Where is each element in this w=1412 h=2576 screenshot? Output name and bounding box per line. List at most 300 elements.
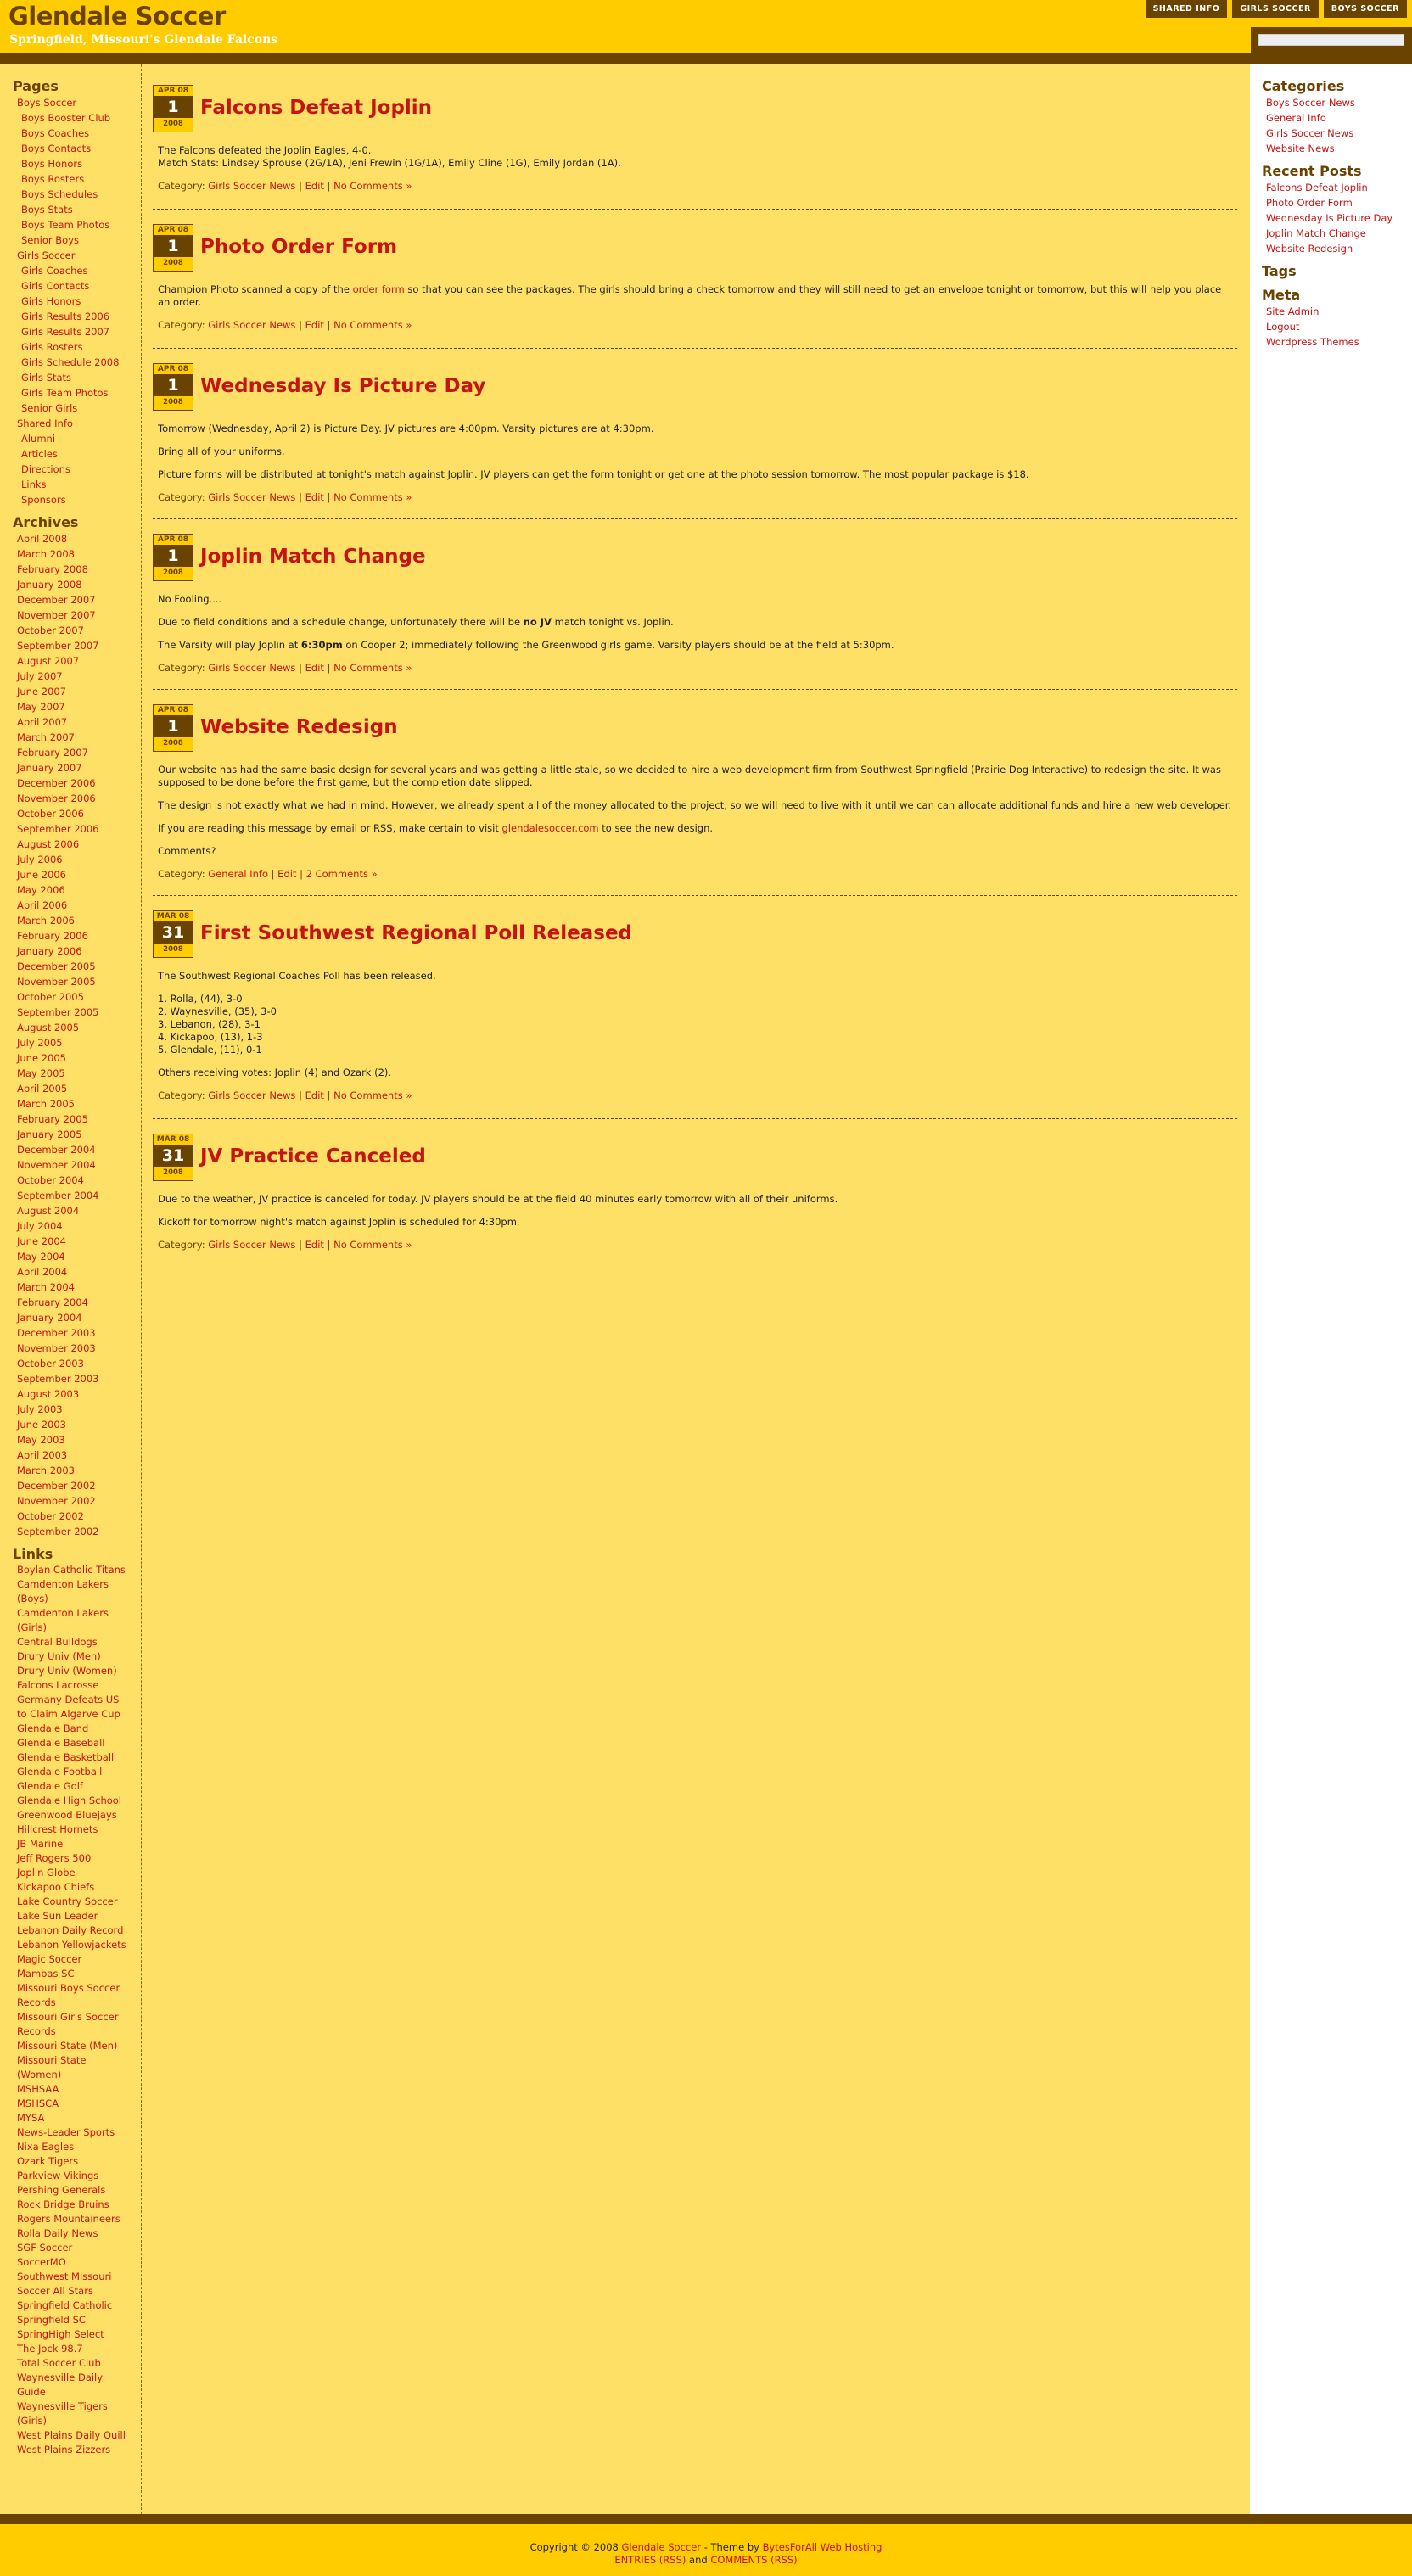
external-link-nixa-eagles[interactable] (0, 2140, 127, 2154)
external-link-glendale-football[interactable] (0, 1765, 127, 1779)
archive-link-november-2006-label[interactable]: November 2006 (17, 792, 96, 804)
meta-link-logout-label[interactable]: Logout (1266, 321, 1300, 333)
archive-link-may-2003-label[interactable]: May 2003 (17, 1434, 65, 1446)
footer-entries-rss[interactable]: ENTRIES (RSS) (614, 2554, 686, 2566)
archive-link-june-2003[interactable] (0, 1417, 141, 1432)
archive-link-december-2003-label[interactable]: December 2003 (17, 1327, 96, 1339)
external-link-mshsca[interactable] (0, 2097, 127, 2111)
external-link-ozark-tigers[interactable] (0, 2154, 127, 2169)
archive-link-may-2007-label[interactable]: May 2007 (17, 701, 65, 713)
meta-link-site-admin[interactable] (1250, 304, 1412, 319)
archive-link-november-2007-label[interactable]: November 2007 (17, 609, 96, 621)
post-title[interactable]: Photo Order Form (200, 236, 398, 258)
page-link-alumni-label[interactable]: Alumni (21, 433, 56, 445)
external-link-lebanon-daily-record-label[interactable]: Lebanon Daily Record (17, 1924, 124, 1936)
post-edit-link[interactable]: Edit (305, 1239, 324, 1251)
post-edit-link[interactable]: Edit (305, 491, 324, 503)
archive-link-july-2004-label[interactable]: July 2004 (17, 1220, 63, 1232)
archive-link-march-2005-label[interactable]: March 2005 (17, 1098, 75, 1110)
page-link-boys-contacts-label[interactable]: Boys Contacts (21, 143, 92, 154)
archive-link-march-2005[interactable] (0, 1096, 141, 1112)
nav-boys-soccer[interactable]: BOYS SOCCER (1324, 0, 1407, 18)
post-edit-link[interactable]: Edit (277, 868, 297, 880)
archive-link-october-2004-label[interactable]: October 2004 (17, 1174, 84, 1186)
archive-link-january-2007-label[interactable]: January 2007 (17, 762, 82, 774)
archive-link-august-2004[interactable] (0, 1203, 141, 1218)
archive-link-july-2003-label[interactable]: July 2003 (17, 1403, 63, 1415)
external-link-falcons-lacrosse[interactable] (0, 1678, 127, 1693)
post-comments-link[interactable]: No Comments » (333, 491, 412, 503)
archive-link-april-2008-label[interactable]: April 2008 (17, 533, 68, 545)
page-link-boys-coaches[interactable] (0, 126, 141, 141)
external-link-waynesville-daily-guide-label[interactable]: Waynesville Daily Guide (17, 2372, 104, 2398)
archive-link-june-2006[interactable] (0, 867, 141, 882)
archive-link-october-2005-label[interactable]: October 2005 (17, 991, 84, 1003)
external-link-rock-bridge-bruins[interactable] (0, 2198, 127, 2212)
page-link-boys-honors[interactable] (0, 156, 141, 171)
external-link-drury-univ-men[interactable] (0, 1649, 127, 1664)
archive-link-december-2002[interactable] (0, 1478, 141, 1493)
archive-link-october-2007[interactable] (0, 623, 141, 638)
archive-link-may-2006-label[interactable]: May 2006 (17, 884, 65, 896)
archive-link-november-2002-label[interactable]: November 2002 (17, 1495, 96, 1507)
archive-link-october-2005[interactable] (0, 989, 141, 1005)
nav-shared-info[interactable]: SHARED INFO (1146, 0, 1228, 18)
external-link-kickapoo-chiefs[interactable] (0, 1880, 127, 1895)
page-link-girls-honors-label[interactable]: Girls Honors (21, 295, 81, 307)
archive-link-april-2005[interactable] (0, 1081, 141, 1096)
archive-link-march-2004[interactable] (0, 1280, 141, 1295)
recent-post-link-photo-order-form-label[interactable]: Photo Order Form (1266, 197, 1353, 209)
page-link-girls-team-photos-label[interactable]: Girls Team Photos (21, 387, 109, 399)
page-link-sponsors[interactable] (0, 492, 141, 507)
archive-link-july-2005-label[interactable]: July 2005 (17, 1037, 63, 1049)
external-link-mysa[interactable] (0, 2111, 127, 2125)
external-link-parkview-vikings-label[interactable]: Parkview Vikings (17, 2170, 99, 2181)
page-link-links[interactable] (0, 477, 141, 492)
post-title[interactable]: Joplin Match Change (200, 546, 426, 568)
external-link-lebanon-daily-record[interactable] (0, 1924, 127, 1938)
external-link-lebanon-yellowjackets[interactable] (0, 1938, 127, 1952)
page-link-girls-team-photos[interactable] (0, 385, 141, 400)
archive-link-october-2002[interactable] (0, 1509, 141, 1524)
archive-link-january-2006[interactable] (0, 944, 141, 959)
archive-link-february-2004-label[interactable]: February 2004 (17, 1296, 88, 1308)
external-link-glendale-band-label[interactable]: Glendale Band (17, 1722, 89, 1734)
external-link-sgf-soccer-label[interactable]: SGF Soccer (17, 2242, 73, 2254)
external-link-joplin-globe-label[interactable]: Joplin Globe (17, 1867, 76, 1879)
recent-post-link-website-redesign[interactable] (1250, 241, 1412, 256)
archive-link-september-2007-label[interactable]: September 2007 (17, 640, 99, 652)
external-link-lake-sun-leader[interactable] (0, 1909, 127, 1924)
archive-link-september-2005-label[interactable]: September 2005 (17, 1006, 99, 1018)
external-link-news-leader-sports-label[interactable]: News-Leader Sports (17, 2126, 115, 2138)
external-link-missouri-boys-soccer-records-label[interactable]: Missouri Boys Soccer Records (17, 1982, 120, 2008)
category-link-general-info-label[interactable]: General Info (1266, 112, 1326, 124)
page-link-senior-girls[interactable] (0, 400, 141, 416)
archive-link-november-2003[interactable] (0, 1341, 141, 1356)
post-title[interactable]: Website Redesign (200, 716, 398, 738)
page-link-girls-rosters[interactable] (0, 339, 141, 355)
external-link-lake-country-soccer[interactable] (0, 1895, 127, 1909)
footer-comments-rss[interactable]: COMMENTS (RSS) (710, 2554, 798, 2566)
page-link-directions-label[interactable]: Directions (21, 463, 70, 475)
meta-link-wordpress-themes-label[interactable]: Wordpress Themes (1266, 336, 1359, 348)
page-link-boys-team-photos[interactable] (0, 217, 141, 232)
external-link-springfield-sc[interactable] (0, 2313, 127, 2327)
external-link-news-leader-sports[interactable] (0, 2125, 127, 2140)
post-comments-link[interactable]: No Comments » (333, 1089, 412, 1101)
recent-post-link-falcons-defeat-joplin-label[interactable]: Falcons Defeat Joplin (1266, 182, 1368, 193)
archive-link-april-2007[interactable] (0, 714, 141, 730)
external-link-mysa-label[interactable]: MYSA (17, 2112, 45, 2124)
page-link-boys-schedules[interactable] (0, 187, 141, 202)
post-edit-link[interactable]: Edit (305, 1089, 324, 1101)
page-link-boys-booster-club[interactable] (0, 110, 141, 126)
site-title[interactable]: Glendale Soccer (8, 2, 226, 31)
external-link-jeff-rogers-500[interactable] (0, 1851, 127, 1866)
external-link-the-jock-98-7-label[interactable]: The Jock 98.7 (17, 2343, 83, 2355)
post-category-link[interactable]: General Info (208, 868, 268, 880)
archive-link-january-2008[interactable] (0, 577, 141, 592)
archive-link-january-2004-label[interactable]: January 2004 (17, 1312, 82, 1324)
post-comments-link[interactable]: No Comments » (333, 662, 412, 674)
archive-link-april-2006-label[interactable]: April 2006 (17, 899, 68, 911)
page-link-sponsors-label[interactable]: Sponsors (21, 494, 66, 506)
external-link-mshsaa[interactable] (0, 2082, 127, 2097)
archive-link-february-2006[interactable] (0, 928, 141, 944)
archive-link-september-2004[interactable] (0, 1188, 141, 1203)
archive-link-march-2004-label[interactable]: March 2004 (17, 1281, 75, 1293)
external-link-mambas-sc-label[interactable]: Mambas SC (17, 1968, 75, 1980)
post-comments-link[interactable]: No Comments » (333, 319, 412, 331)
recent-post-link-website-redesign-label[interactable]: Website Redesign (1266, 243, 1353, 255)
external-link-glendale-basketball[interactable] (0, 1750, 127, 1765)
archive-link-february-2008-label[interactable]: February 2008 (17, 563, 88, 575)
external-link-central-bulldogs[interactable] (0, 1635, 127, 1649)
post-edit-link[interactable]: Edit (305, 180, 324, 192)
page-link-girls-stats[interactable] (0, 370, 141, 385)
archive-link-october-2004[interactable] (0, 1173, 141, 1188)
external-link-parkview-vikings[interactable] (0, 2169, 127, 2183)
external-link-west-plains-zizzers-label[interactable]: West Plains Zizzers (17, 2444, 111, 2456)
external-link-camdenton-lakers-boys[interactable] (0, 1577, 127, 1606)
external-link-boylan-catholic-titans[interactable] (0, 1563, 127, 1577)
page-link-boys-soccer-label[interactable]: Boys Soccer (17, 97, 77, 109)
recent-post-link-wednesday-is-picture-day[interactable] (1250, 210, 1412, 226)
post-category-link[interactable]: Girls Soccer News (208, 319, 296, 331)
external-link-mshsaa-label[interactable]: MSHSAA (17, 2083, 59, 2095)
external-link-germany-defeats-us-to-claim-algarve-cup[interactable] (0, 1693, 127, 1722)
archive-link-august-2004-label[interactable]: August 2004 (17, 1205, 80, 1217)
page-link-boys-rosters-label[interactable]: Boys Rosters (21, 173, 85, 185)
external-link-springhigh-select[interactable] (0, 2327, 127, 2342)
archive-link-november-2007[interactable] (0, 608, 141, 623)
category-link-website-news-label[interactable]: Website News (1266, 143, 1335, 154)
archive-link-january-2007[interactable] (0, 760, 141, 776)
external-link-drury-univ-women-label[interactable]: Drury Univ (Women) (17, 1665, 117, 1677)
archive-link-august-2006[interactable] (0, 837, 141, 852)
archive-link-september-2003[interactable] (0, 1371, 141, 1386)
external-link-missouri-girls-soccer-records-label[interactable]: Missouri Girls Soccer Records (17, 2011, 119, 2037)
page-link-directions[interactable] (0, 462, 141, 477)
archive-link-may-2004-label[interactable]: May 2004 (17, 1251, 65, 1263)
archive-link-may-2007[interactable] (0, 699, 141, 714)
post-comments-link[interactable]: No Comments » (333, 1239, 412, 1251)
external-link-camdenton-lakers-girls[interactable] (0, 1606, 127, 1635)
page-link-boys-honors-label[interactable]: Boys Honors (21, 158, 83, 170)
external-link-lebanon-yellowjackets-label[interactable]: Lebanon Yellowjackets (17, 1939, 126, 1951)
page-link-girls-soccer-label[interactable]: Girls Soccer (17, 249, 76, 261)
external-link-pershing-generals-label[interactable]: Pershing Generals (17, 2184, 106, 2196)
external-link-soccermo[interactable] (0, 2255, 127, 2270)
archive-link-june-2005-label[interactable]: June 2005 (17, 1052, 66, 1064)
page-link-boys-contacts[interactable] (0, 141, 141, 156)
post-title[interactable]: JV Practice Canceled (200, 1145, 426, 1168)
external-link-jeff-rogers-500-label[interactable]: Jeff Rogers 500 (17, 1852, 92, 1864)
archive-link-june-2004[interactable] (0, 1234, 141, 1249)
archive-link-november-2005[interactable] (0, 974, 141, 989)
archive-link-november-2006[interactable] (0, 791, 141, 806)
page-link-girls-schedule-2008[interactable] (0, 355, 141, 370)
post-category-link[interactable]: Girls Soccer News (208, 180, 296, 192)
post-title[interactable]: Falcons Defeat Joplin (200, 97, 433, 119)
external-link-southwest-missouri-soccer-all-stars[interactable] (0, 2270, 127, 2299)
archive-link-september-2005[interactable] (0, 1005, 141, 1020)
archive-link-may-2005-label[interactable]: May 2005 (17, 1067, 65, 1079)
page-link-girls-results-2006-label[interactable]: Girls Results 2006 (21, 311, 110, 322)
archive-link-june-2007-label[interactable]: June 2007 (17, 686, 66, 697)
post-title[interactable]: First Southwest Regional Poll Released (200, 922, 633, 944)
external-link-missouri-state-women[interactable] (0, 2053, 127, 2082)
archive-link-july-2006-label[interactable]: July 2006 (17, 854, 63, 865)
post-edit-link[interactable]: Edit (305, 319, 324, 331)
footer-site-link[interactable]: Glendale Soccer (621, 2541, 702, 2553)
archive-link-november-2005-label[interactable]: November 2005 (17, 976, 96, 988)
external-link-soccermo-label[interactable]: SoccerMO (17, 2256, 66, 2268)
archive-link-december-2005-label[interactable]: December 2005 (17, 960, 96, 972)
external-link-drury-univ-men-label[interactable]: Drury Univ (Men) (17, 1650, 101, 1662)
external-link-central-bulldogs-label[interactable]: Central Bulldogs (17, 1636, 98, 1648)
external-link-mambas-sc[interactable] (0, 1967, 127, 1981)
archive-link-april-2008[interactable] (0, 531, 141, 546)
archive-link-june-2006-label[interactable]: June 2006 (17, 869, 66, 881)
page-link-girls-contacts[interactable] (0, 278, 141, 294)
external-link-glendale-high-school[interactable] (0, 1794, 127, 1808)
page-link-boys-booster-club-label[interactable]: Boys Booster Club (21, 112, 111, 124)
category-link-website-news[interactable] (1250, 141, 1412, 156)
external-link-glendale-baseball[interactable] (0, 1736, 127, 1750)
archive-link-december-2007[interactable] (0, 592, 141, 608)
post-edit-link[interactable]: Edit (305, 662, 324, 674)
archive-link-february-2004[interactable] (0, 1295, 141, 1310)
archive-link-march-2007-label[interactable]: March 2007 (17, 731, 75, 743)
external-link-rock-bridge-bruins-label[interactable]: Rock Bridge Bruins (17, 2198, 109, 2210)
archive-link-december-2005[interactable] (0, 959, 141, 974)
archive-link-july-2006[interactable] (0, 852, 141, 867)
archive-link-september-2006[interactable] (0, 821, 141, 837)
external-link-west-plains-daily-quill[interactable] (0, 2428, 127, 2443)
external-link-mshsca-label[interactable]: MSHSCA (17, 2097, 59, 2109)
post-category-link[interactable]: Girls Soccer News (208, 1239, 296, 1251)
external-link-glendale-band[interactable] (0, 1722, 127, 1736)
archive-link-march-2003[interactable] (0, 1463, 141, 1478)
external-link-waynesville-daily-guide[interactable] (0, 2371, 127, 2400)
page-link-girls-schedule-2008-label[interactable]: Girls Schedule 2008 (21, 356, 120, 368)
archive-link-march-2008-label[interactable]: March 2008 (17, 548, 75, 560)
archive-link-may-2003[interactable] (0, 1432, 141, 1448)
external-link-rolla-daily-news[interactable] (0, 2226, 127, 2241)
page-link-girls-coaches-label[interactable]: Girls Coaches (21, 265, 88, 277)
external-link-total-soccer-club-label[interactable]: Total Soccer Club (17, 2357, 101, 2369)
post-category-link[interactable]: Girls Soccer News (208, 491, 296, 503)
archive-link-october-2003-label[interactable]: October 2003 (17, 1358, 84, 1369)
archive-link-november-2003-label[interactable]: November 2003 (17, 1342, 96, 1354)
footer-theme-link[interactable]: BytesForAll Web Hosting (762, 2541, 882, 2553)
archive-link-february-2005-label[interactable]: February 2005 (17, 1113, 88, 1125)
archive-link-november-2004[interactable] (0, 1157, 141, 1173)
external-link-pershing-generals[interactable] (0, 2183, 127, 2198)
archive-link-december-2006-label[interactable]: December 2006 (17, 777, 96, 789)
archive-link-august-2005-label[interactable]: August 2005 (17, 1022, 80, 1033)
archive-link-february-2006-label[interactable]: February 2006 (17, 930, 88, 942)
external-link-glendale-football-label[interactable]: Glendale Football (17, 1766, 103, 1778)
recent-post-link-photo-order-form[interactable] (1250, 195, 1412, 210)
page-link-boys-soccer[interactable] (0, 95, 141, 110)
archive-link-november-2002[interactable] (0, 1493, 141, 1509)
external-link-jb-marine-label[interactable]: JB Marine (17, 1838, 64, 1850)
page-link-senior-boys[interactable] (0, 232, 141, 248)
post-comments-link[interactable]: No Comments » (333, 180, 412, 192)
archive-link-june-2007[interactable] (0, 684, 141, 699)
external-link-hillcrest-hornets[interactable] (0, 1823, 127, 1837)
external-link-camdenton-lakers-boys-label[interactable]: Camdenton Lakers (Boys) (17, 1578, 109, 1604)
page-link-articles[interactable] (0, 446, 141, 462)
page-link-boys-team-photos-label[interactable]: Boys Team Photos (21, 219, 110, 231)
inline-link[interactable]: order form (352, 283, 405, 295)
archive-link-july-2004[interactable] (0, 1218, 141, 1234)
external-link-west-plains-daily-quill-label[interactable]: West Plains Daily Quill (17, 2429, 126, 2441)
external-link-falcons-lacrosse-label[interactable]: Falcons Lacrosse (17, 1679, 99, 1691)
archive-link-june-2004-label[interactable]: June 2004 (17, 1235, 66, 1247)
external-link-missouri-boys-soccer-records[interactable] (0, 1981, 127, 2010)
archive-link-july-2007-label[interactable]: July 2007 (17, 670, 63, 682)
page-link-girls-results-2007[interactable] (0, 324, 141, 339)
external-link-waynesville-tigers-girls-label[interactable]: Waynesville Tigers (Girls) (17, 2400, 108, 2427)
archive-link-june-2005[interactable] (0, 1050, 141, 1066)
archive-link-december-2004[interactable] (0, 1142, 141, 1157)
archive-link-may-2005[interactable] (0, 1066, 141, 1081)
archive-link-july-2007[interactable] (0, 669, 141, 684)
recent-post-link-joplin-match-change-label[interactable]: Joplin Match Change (1266, 227, 1366, 239)
archive-link-april-2004-label[interactable]: April 2004 (17, 1266, 68, 1278)
external-link-lake-sun-leader-label[interactable]: Lake Sun Leader (17, 1910, 98, 1922)
external-link-boylan-catholic-titans-label[interactable]: Boylan Catholic Titans (17, 1564, 126, 1576)
external-link-greenwood-bluejays-label[interactable]: Greenwood Bluejays (17, 1809, 117, 1821)
archive-link-february-2005[interactable] (0, 1112, 141, 1127)
archive-link-june-2003-label[interactable]: June 2003 (17, 1419, 66, 1431)
archive-link-november-2004-label[interactable]: November 2004 (17, 1159, 96, 1171)
archive-link-october-2006[interactable] (0, 806, 141, 821)
archive-link-april-2003[interactable] (0, 1448, 141, 1463)
archive-link-april-2007-label[interactable]: April 2007 (17, 716, 68, 728)
archive-link-october-2003[interactable] (0, 1356, 141, 1371)
external-link-springfield-sc-label[interactable]: Springfield SC (17, 2314, 86, 2326)
page-link-boys-rosters[interactable] (0, 171, 141, 187)
external-link-missouri-state-women-label[interactable]: Missouri State (Women) (17, 2054, 87, 2080)
external-link-ozark-tigers-label[interactable]: Ozark Tigers (17, 2155, 79, 2167)
page-link-girls-results-2007-label[interactable]: Girls Results 2007 (21, 326, 110, 338)
external-link-total-soccer-club[interactable] (0, 2356, 127, 2371)
external-link-drury-univ-women[interactable] (0, 1664, 127, 1678)
archive-link-march-2006[interactable] (0, 913, 141, 928)
recent-post-link-joplin-match-change[interactable] (1250, 226, 1412, 241)
external-link-glendale-baseball-label[interactable]: Glendale Baseball (17, 1737, 105, 1749)
archive-link-february-2007-label[interactable]: February 2007 (17, 747, 88, 759)
post-category-link[interactable]: Girls Soccer News (208, 1089, 296, 1101)
recent-post-link-wednesday-is-picture-day-label[interactable]: Wednesday Is Picture Day (1266, 212, 1393, 224)
archive-link-december-2003[interactable] (0, 1325, 141, 1341)
page-link-senior-boys-label[interactable]: Senior Boys (21, 234, 80, 246)
archive-link-august-2003-label[interactable]: August 2003 (17, 1388, 80, 1400)
page-link-girls-results-2006[interactable] (0, 309, 141, 324)
external-link-lake-country-soccer-label[interactable]: Lake Country Soccer (17, 1896, 118, 1907)
external-link-magic-soccer[interactable] (0, 1952, 127, 1967)
archive-link-may-2004[interactable] (0, 1249, 141, 1264)
page-link-links-label[interactable]: Links (21, 479, 47, 490)
page-link-boys-stats-label[interactable]: Boys Stats (21, 204, 73, 216)
archive-link-august-2007-label[interactable]: August 2007 (17, 655, 80, 667)
external-link-the-jock-98-7[interactable] (0, 2342, 127, 2356)
archive-link-august-2003[interactable] (0, 1386, 141, 1402)
archive-link-january-2008-label[interactable]: January 2008 (17, 579, 82, 591)
archive-link-september-2006-label[interactable]: September 2006 (17, 823, 99, 835)
external-link-kickapoo-chiefs-label[interactable]: Kickapoo Chiefs (17, 1881, 95, 1893)
external-link-greenwood-bluejays[interactable] (0, 1808, 127, 1823)
recent-post-link-falcons-defeat-joplin[interactable] (1250, 180, 1412, 195)
external-link-rogers-mountaineers[interactable] (0, 2212, 127, 2226)
external-link-nixa-eagles-label[interactable]: Nixa Eagles (17, 2141, 75, 2153)
external-link-rolla-daily-news-label[interactable]: Rolla Daily News (17, 2227, 98, 2239)
archive-link-october-2006-label[interactable]: October 2006 (17, 808, 84, 820)
external-link-sgf-soccer[interactable] (0, 2241, 127, 2255)
archive-link-may-2006[interactable] (0, 882, 141, 898)
archive-link-april-2005-label[interactable]: April 2005 (17, 1083, 68, 1095)
external-link-jb-marine[interactable] (0, 1837, 127, 1851)
page-link-senior-girls-label[interactable]: Senior Girls (21, 402, 78, 414)
archive-link-january-2006-label[interactable]: January 2006 (17, 945, 82, 957)
external-link-glendale-golf-label[interactable]: Glendale Golf (17, 1780, 83, 1792)
archive-link-march-2003-label[interactable]: March 2003 (17, 1464, 75, 1476)
archive-link-july-2003[interactable] (0, 1402, 141, 1417)
page-link-articles-label[interactable]: Articles (21, 448, 58, 460)
archive-link-april-2004[interactable] (0, 1264, 141, 1280)
meta-link-site-admin-label[interactable]: Site Admin (1266, 305, 1320, 317)
archive-link-march-2008[interactable] (0, 546, 141, 562)
page-link-girls-contacts-label[interactable]: Girls Contacts (21, 280, 90, 292)
page-link-boys-stats[interactable] (0, 202, 141, 217)
category-link-girls-soccer-news-label[interactable]: Girls Soccer News (1266, 127, 1354, 139)
page-link-shared-info[interactable] (0, 416, 141, 431)
external-link-springfield-catholic-label[interactable]: Springfield Catholic (17, 2299, 113, 2311)
category-link-boys-soccer-news[interactable] (1250, 95, 1412, 110)
external-link-hillcrest-hornets-label[interactable]: Hillcrest Hornets (17, 1823, 98, 1835)
external-link-joplin-globe[interactable] (0, 1866, 127, 1880)
category-link-girls-soccer-news[interactable] (1250, 126, 1412, 141)
external-link-springfield-catholic[interactable] (0, 2299, 127, 2313)
archive-link-march-2007[interactable] (0, 730, 141, 745)
archive-link-february-2007[interactable] (0, 745, 141, 760)
